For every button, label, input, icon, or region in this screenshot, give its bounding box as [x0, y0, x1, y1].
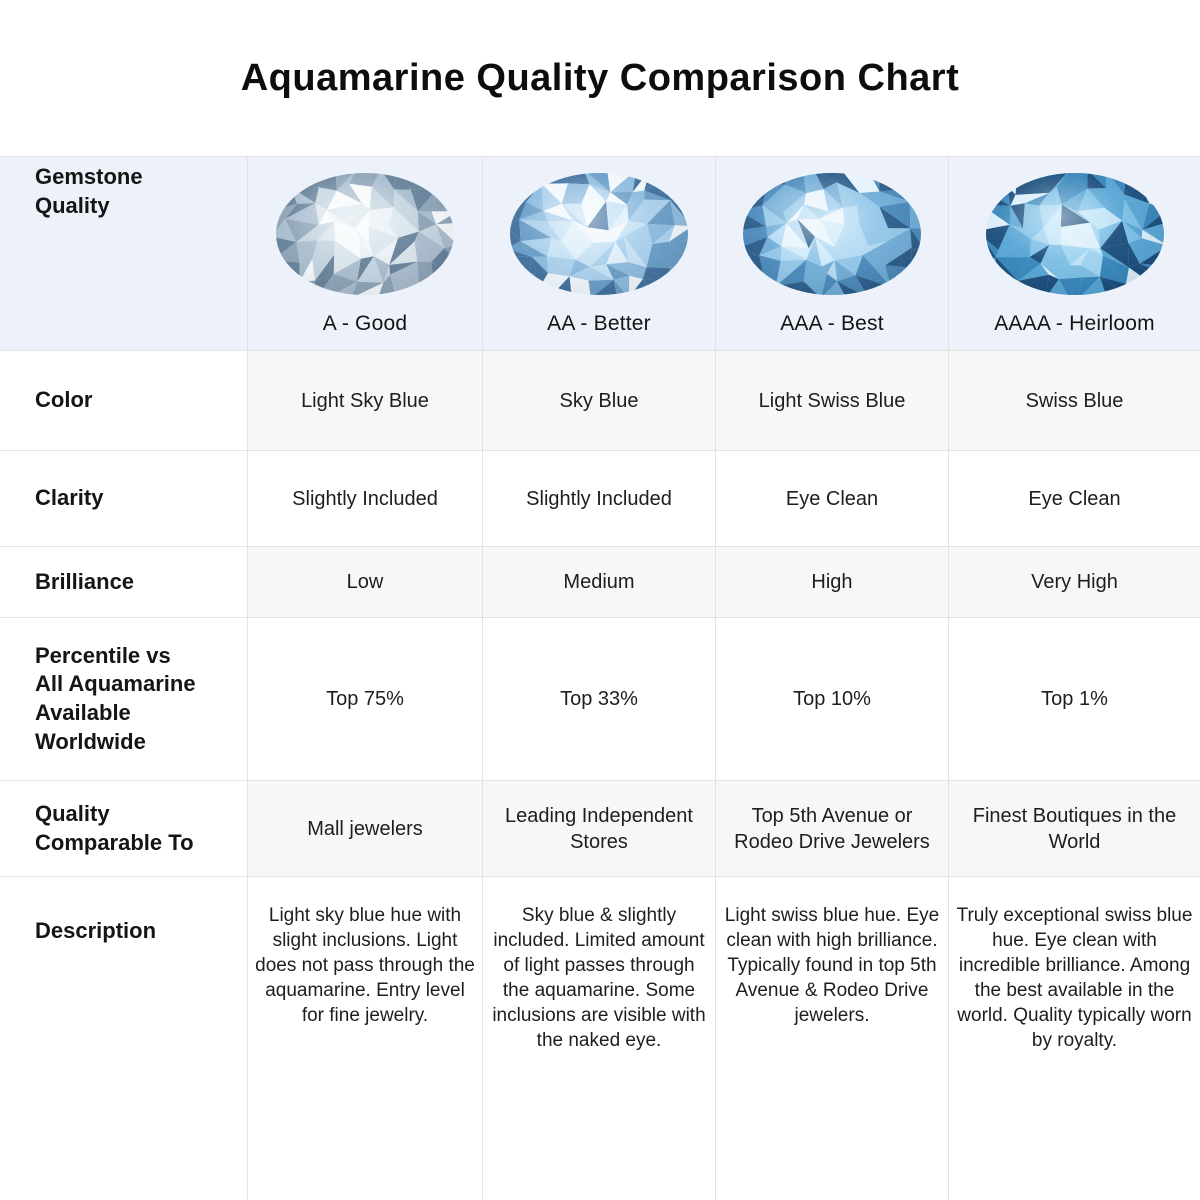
value-cell: Light Sky Blue [247, 351, 482, 450]
aquamarine-gem-icon [506, 170, 692, 298]
value-cell: Top 75% [247, 618, 482, 780]
row-quality-comparable [0, 780, 1200, 876]
row-label-clarity: Clarity [35, 485, 104, 511]
grade-label: A - Good [322, 311, 408, 335]
row-brilliance [0, 546, 1200, 617]
value-cell: Very High [948, 547, 1200, 617]
corner-cell [0, 157, 247, 350]
grade-label: AAAA - Heirloom [994, 311, 1155, 335]
grade-label: AAA - Best [780, 311, 884, 335]
aquamarine-gem-icon [982, 170, 1168, 298]
value-cell: Eye Clean [948, 451, 1200, 546]
value-cell: Light swiss blue hue. Eye clean with high brilliance. Typically found in top 5th Avenue & Rodeo Drive jewelers. [715, 877, 948, 1200]
value-cell: Truly exceptional swiss blue hue. Eye clean with incredible brilliance. Among the best available in the world. Quality typically worn by royalty. [948, 877, 1200, 1200]
grade-cell-aaaa-heirloom [948, 157, 1200, 350]
row-label-color: Color [35, 387, 93, 413]
value-cell: Top 5th Avenue or Rodeo Drive Jewelers [715, 781, 948, 876]
value-cell: Medium [482, 547, 715, 617]
value-cell: Sky Blue [482, 351, 715, 450]
grade-cell-aaa-best [715, 157, 948, 350]
value-cell: Top 33% [482, 618, 715, 780]
value-cell: Sky blue & slightly included. Limited amount of light passes through the aquamarine. Some inclusions are visible with the naked eye. [482, 877, 715, 1200]
grade-cell-aa-better [482, 157, 715, 350]
corner-label: Gemstone Quality [35, 164, 143, 218]
value-cell: Low [247, 547, 482, 617]
header-row [0, 156, 1200, 350]
page-title: Aquamarine Quality Comparison Chart [240, 56, 960, 99]
aquamarine-gem-icon [739, 170, 925, 298]
row-label-quality-comparable: Quality Comparable To [35, 800, 194, 855]
row-label-brilliance: Brilliance [35, 568, 135, 594]
comparison-table [0, 156, 1200, 1200]
value-cell: Slightly Included [482, 451, 715, 546]
value-cell: Leading Independent Stores [482, 781, 715, 876]
title-band [0, 0, 1200, 156]
row-description [0, 876, 1200, 1200]
value-cell: Top 1% [948, 618, 1200, 780]
row-percentile [0, 617, 1200, 780]
row-label-percentile: Percentile vs All Aquamarine Available Worldwide [35, 642, 196, 754]
value-cell: Slightly Included [247, 451, 482, 546]
aquamarine-gem-icon [272, 170, 458, 298]
value-cell: Top 10% [715, 618, 948, 780]
row-label-description: Description [35, 918, 157, 943]
row-clarity [0, 450, 1200, 546]
grade-cell-a-good [247, 157, 482, 350]
value-cell: Finest Boutiques in the World [948, 781, 1200, 876]
grade-label: AA - Better [547, 311, 651, 335]
value-cell: High [715, 547, 948, 617]
value-cell: Light sky blue hue with slight inclusions. Light does not pass through the aquamarine. Entry level for fine jewelry. [247, 877, 482, 1200]
value-cell: Mall jewelers [247, 781, 482, 876]
value-cell: Light Swiss Blue [715, 351, 948, 450]
row-color [0, 350, 1200, 450]
value-cell: Swiss Blue [948, 351, 1200, 450]
value-cell: Eye Clean [715, 451, 948, 546]
